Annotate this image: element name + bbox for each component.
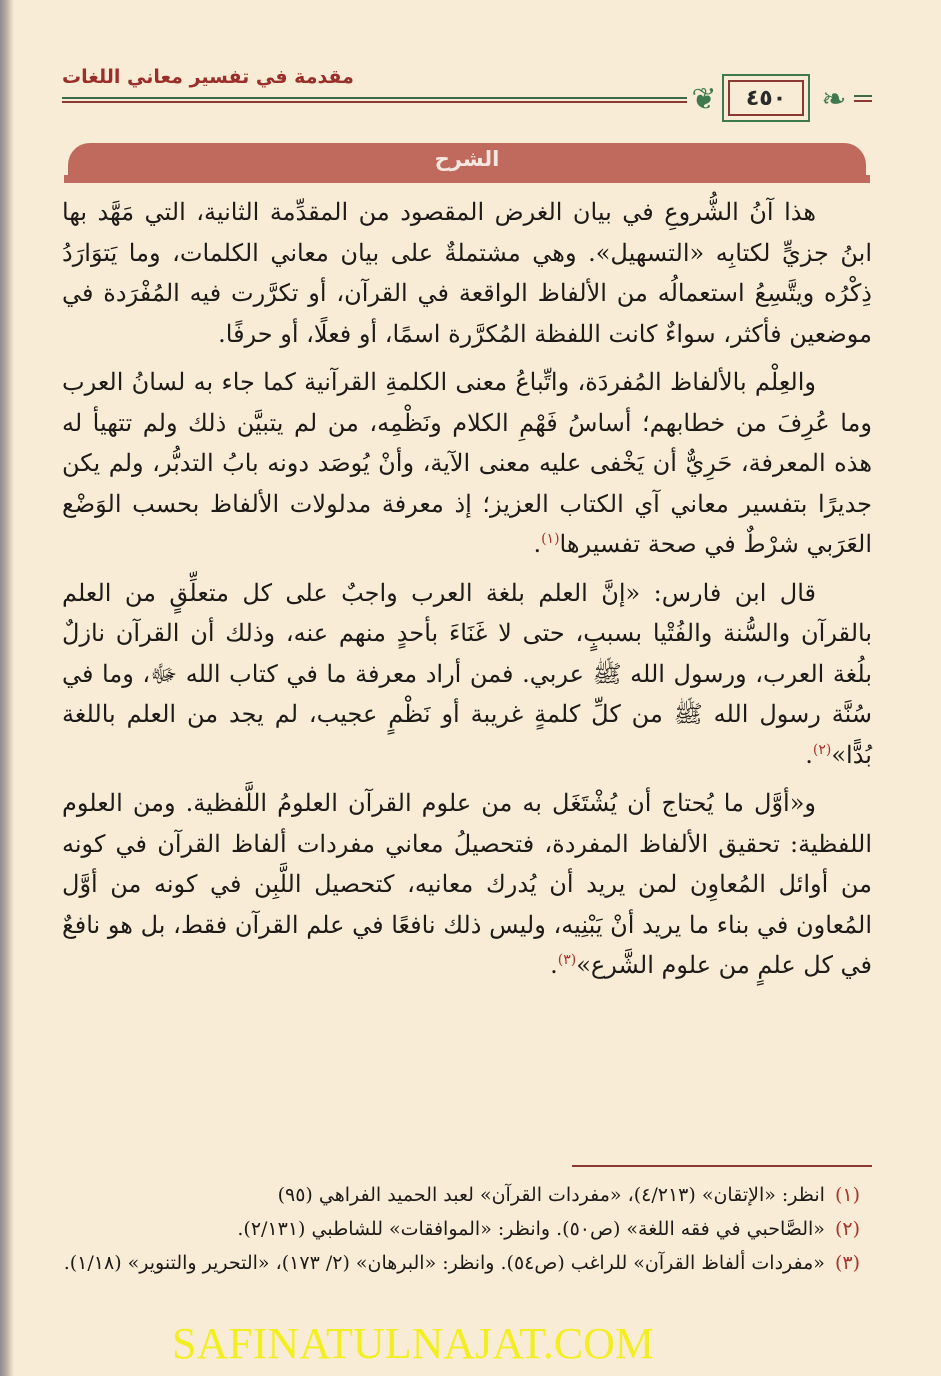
footnotes [62,1178,872,1280]
footnote [62,1246,872,1280]
page-number: ٤٥٠ [728,80,804,116]
page-header [62,60,872,120]
paragraph-text: قال ابن فارس: «إنَّ العلم بلغة العرب واجبٌ على كل متعلِّقٍ من العلم بالقرآن والسُّنة والفُتْيا بسببٍ، حتى لا غَنَاءَ بأحدٍ منهم عنه، وذلك أن القرآن نازلٌ بلُغة العرب، ورسول الله ﷺ عربي. فمن أراد معرفة ما في كتاب الله ﷻ، وما في سُنَّة رسول الله ﷺ من كلِّ كلمةٍ غريبة أو نَظْمٍ عجيب، لم يجد من العلم باللغة بُدًّا» [62,578,872,769]
footnote-divider [572,1165,872,1167]
header-rule-red [62,101,687,103]
watermark: SAFINATULNAJAT.COM [172,1319,655,1368]
footnote-text: انظر: «الإتقان» (٤/٢١٣)، «مفردات القرآن» لعبد الحميد الفراهي (٩٥) [277,1184,825,1206]
book-title: مقدمة في تفسير معاني اللغات [62,66,354,88]
floral-ornament-icon: ❦ [691,82,717,117]
footnote-text: «مفردات ألفاظ القرآن» للراغب (ص٥٤). وانظر: «البرهان» (٢/ ١٧٣)، «التحرير والتنوير» (١/١٨). [63,1252,825,1274]
paragraph-tail: . [805,740,813,769]
footnote-number: (١) [834,1184,860,1206]
paragraph-text: و«أوَّل ما يُحتاج أن يُشْتَغَل به من علوم القرآن العلومُ اللَّفظية. ومن العلوم اللفظية: تحقيق الألفاظ المفردة، فتحصيلُ معاني مفردات ألفاظ القرآن في كونه من أوائل المُعاوِن لمن يريد أن يُدرك معانيه، كتحصيل اللَّبِن في كونه من أوَّل المُعاون في بناء ما يريد أنْ يَبْنِيه، وليس ذلك نافعًا في علم القرآن فقط، بل هو نافعٌ في كل علمٍ من علوم الشَّرع» [62,789,872,979]
main-text [62,192,872,994]
paragraph-text: هذا آنُ الشُّروعِ في بيان الغرض المقصود من المقدِّمة الثانية، التي مَهَّد بها ابنُ جزيٍّ لكتابِه «التسهيل». وهي مشتملةٌ على بيان معاني الكلمات، وما يَتوَارَدُ ذِكْرُه ويتَّسِعُ استعمالُه من الألفاظ الواقعة في القرآن، أو تكرَّرت فيه المُفْرَدة في موضعين فأكثر، سواءٌ كانت اللفظة المُكرَّرة اسمًا، أو فعلًا، أو حرفًا. [62,198,872,348]
header-rule-green [62,97,687,99]
page-number-ornament [688,74,850,126]
header-rule-right-2 [854,100,872,102]
footnote-text: «الصَّاحبي في فقه اللغة» (ص٥٠). وانظر: «الموافقات» للشاطبي (٢/١٣١). [237,1218,825,1240]
paragraph [62,573,872,776]
header-rule-right [854,95,872,97]
paragraph [62,783,872,986]
footnote [62,1178,872,1212]
section-banner [68,143,866,183]
footnote-number: (٣) [834,1252,860,1274]
footnote-ref[interactable]: (٢) [812,741,832,758]
section-title: الشرح [434,147,500,171]
paragraph [62,362,872,565]
paragraph-tail: . [550,951,558,979]
paragraph-text: والعِلْم بالألفاظ المُفردَة، واتِّباعُ معنى الكلمةِ القرآنية كما جاء به لسانُ العرب وما عُرِفَ من خطابهم؛ أساسُ فَهْمِ الكلام ونَظْمِه، من لم يتبيَّن ذلك ولم تتهيأ له هذه المعرفة، حَرِيٌّ أن يَخْفى عليه معنى الآية، وأنْ يُوصَد دونه بابُ التدبُّر، ولم يكن جديرًا بتفسير معاني آي الكتاب العزيز؛ إذ معرفة مدلولات الألفاظ بحسب الوَضْع العَرَبي شرْطٌ في صحة تفسيرها [62,368,873,558]
footnote-ref[interactable]: (٣) [557,952,577,968]
paragraph [62,192,872,354]
book-page [62,0,872,1376]
floral-ornament-icon: ❧ [821,82,847,117]
book-binding-shadow [0,0,14,1376]
footnote-ref[interactable]: (١) [541,531,560,547]
footnote-number: (٢) [834,1218,860,1240]
footnote [62,1212,872,1246]
paragraph-tail: . [533,530,542,558]
page-number-box [722,74,810,122]
